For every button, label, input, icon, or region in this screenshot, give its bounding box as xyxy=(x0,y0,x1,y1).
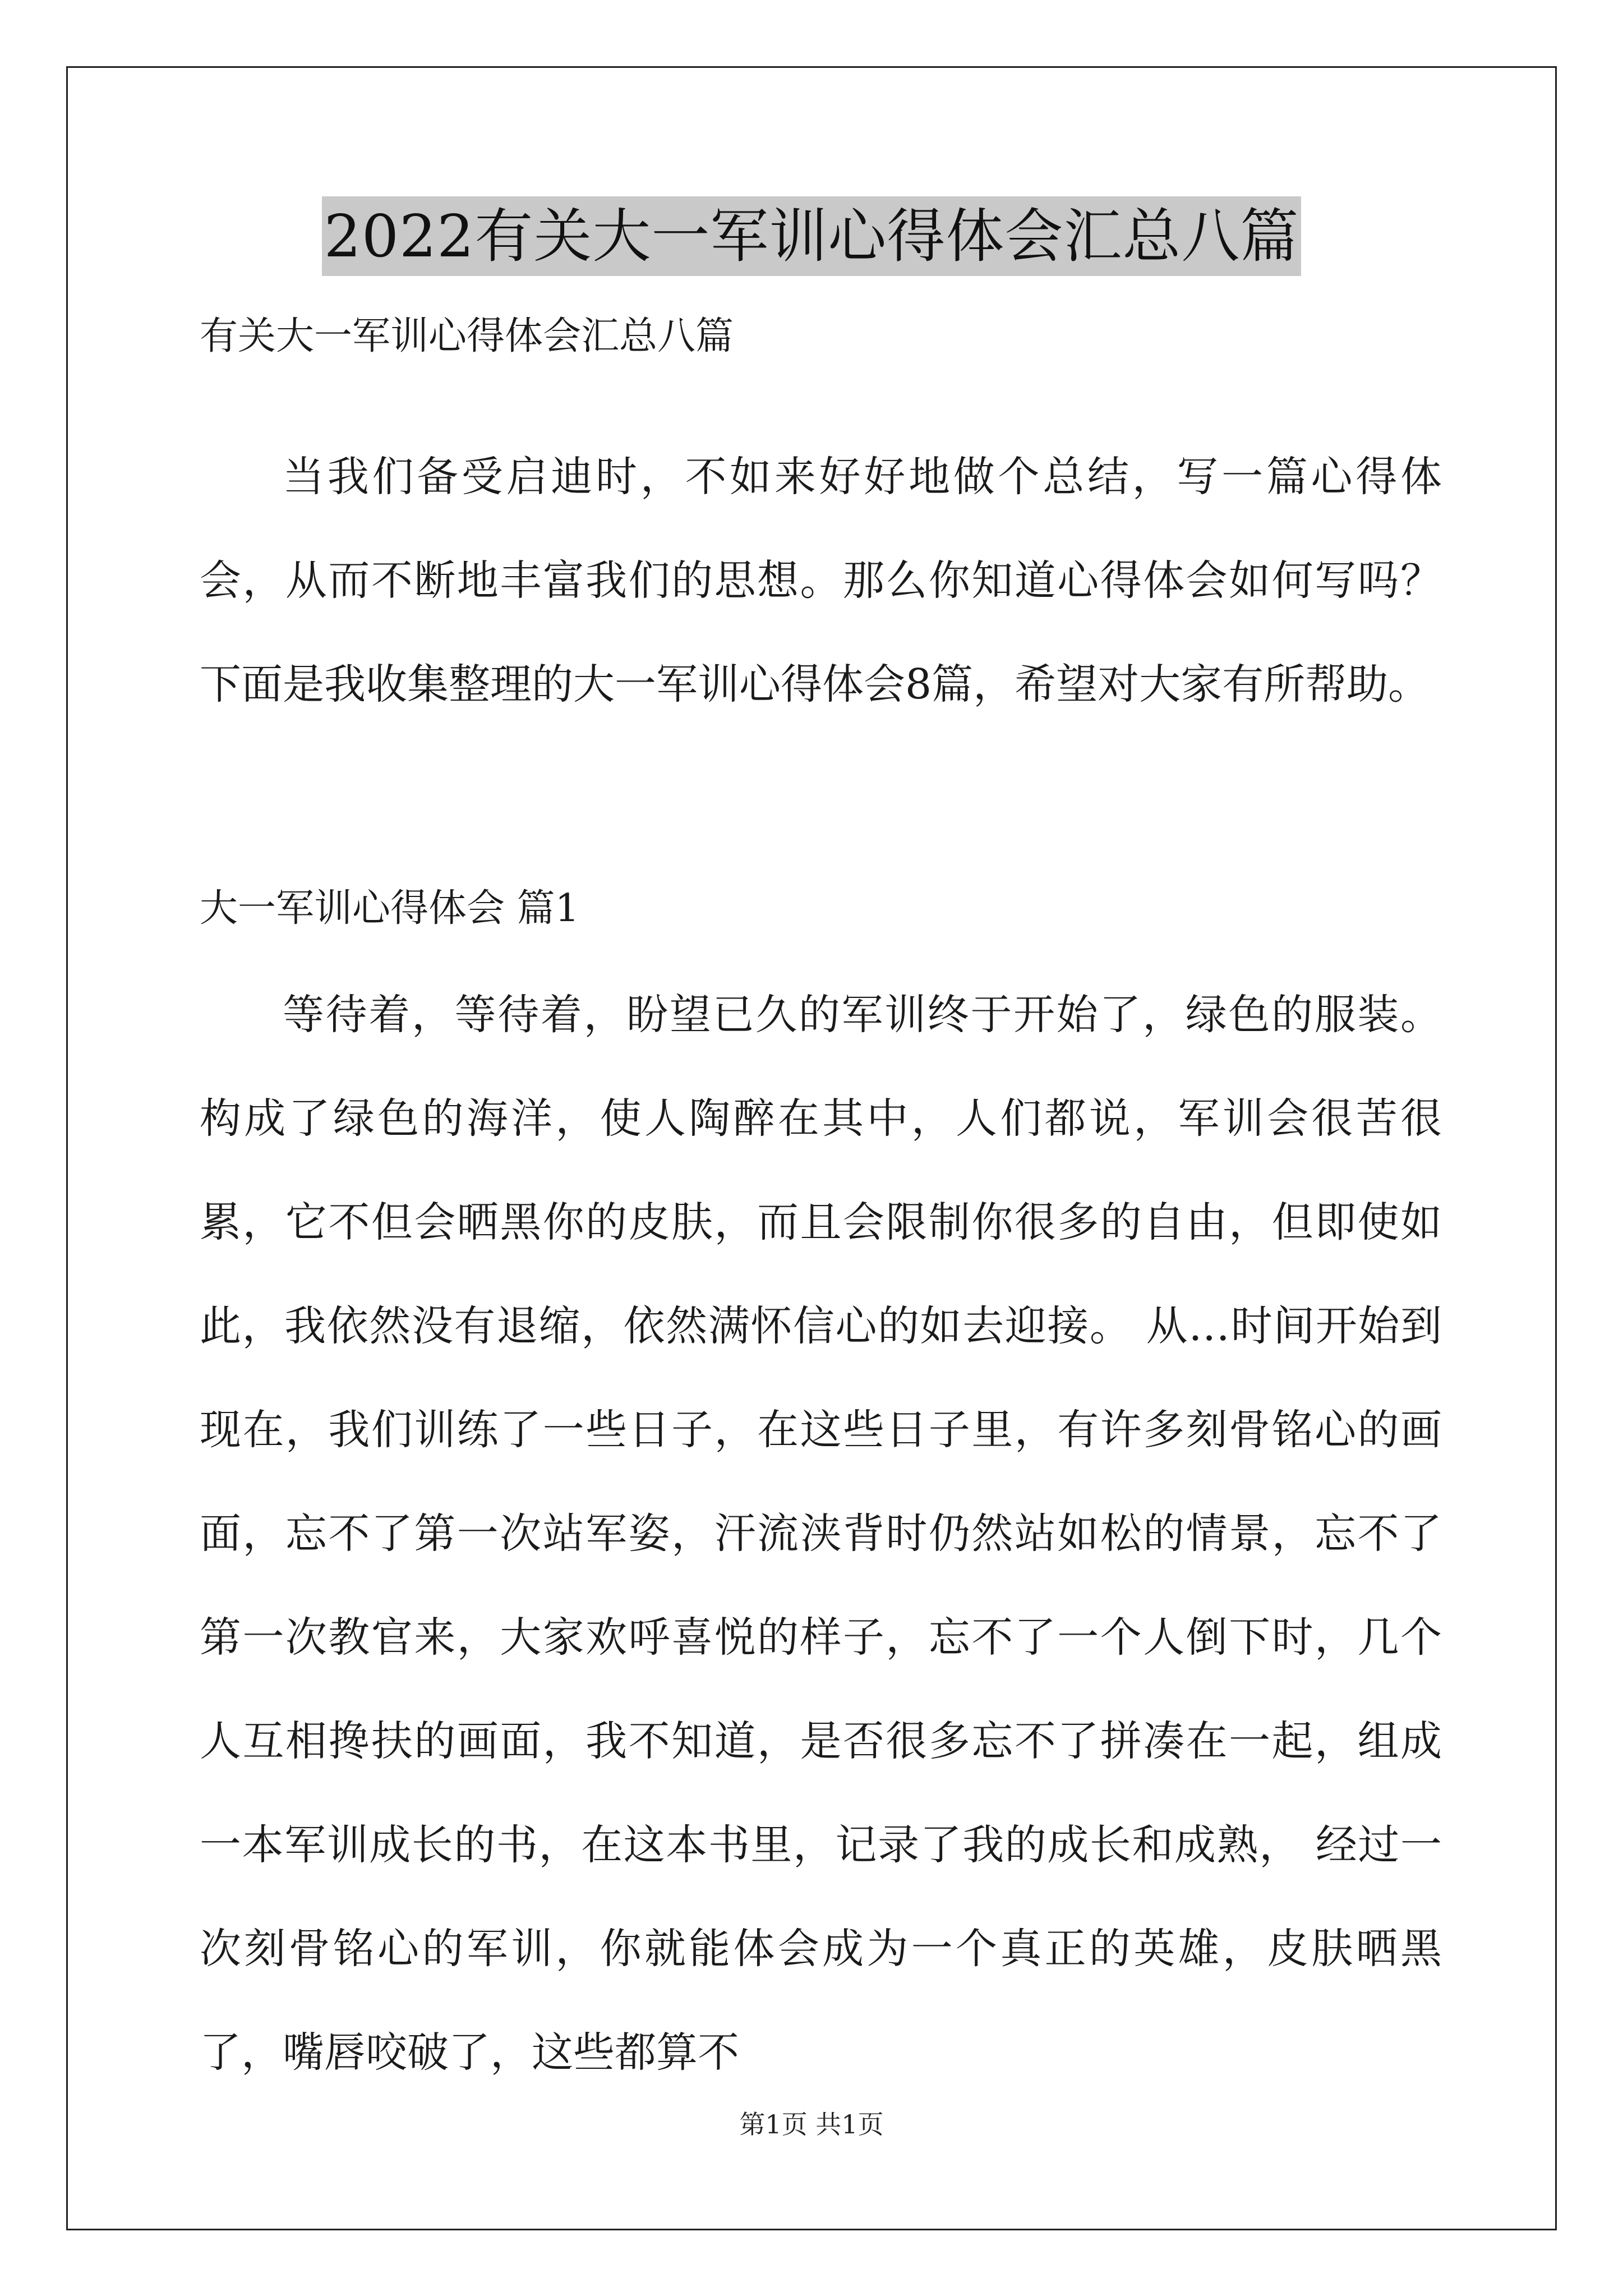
section-body: 等待着，等待着，盼望已久的军训终于开始了，绿色的服装。构成了绿色的海洋，使人陶醉在其中，人们都说，军训会很苦很累，它不但会晒黑你的皮肤，而且会限制你很多的自由，但即使如此，我依然没有退缩，依然满怀信心的如去迎接。 从…时间开始到现在，我们训练了一些日子，在这些日子里，有许多刻骨铭心的画面，忘不了第一次站军姿，汗流浃背时仍然站如松的情景，忘不了第一次教官来，大家欢呼喜悦的样子，忘不了一个人倒下时，几个人互相搀扶的画面，我不知道，是否很多忘不了拼凑在一起，组成一本军训成长的书，在这本书里，记录了我的成长和成熟， 经过一次刻骨铭心的军训，你就能体会成为一个真正的英雄，皮肤晒黑了，嘴唇咬破了，这些都算不 xyxy=(200,991,1442,2077)
document-title: 2022有关大一军训心得体会汇总八篇 xyxy=(322,196,1302,276)
page-footer: 第1页 共1页 xyxy=(739,2109,884,2139)
title-container xyxy=(0,196,1623,276)
section-heading: 大一军训心得体会 篇1 xyxy=(200,886,579,931)
document-subtitle: 有关大一军训心得体会汇总八篇 xyxy=(200,314,734,358)
document-body xyxy=(200,311,1442,2105)
intro-paragraph: 当我们备受启迪时，不如来好好地做个总结，写一篇心得体会，从而不断地丰富我们的思想。那么你知道心得体会如何写吗？下面是我收集整理的大一军训心得体会8篇，希望对大家有所帮助。 xyxy=(200,453,1442,708)
